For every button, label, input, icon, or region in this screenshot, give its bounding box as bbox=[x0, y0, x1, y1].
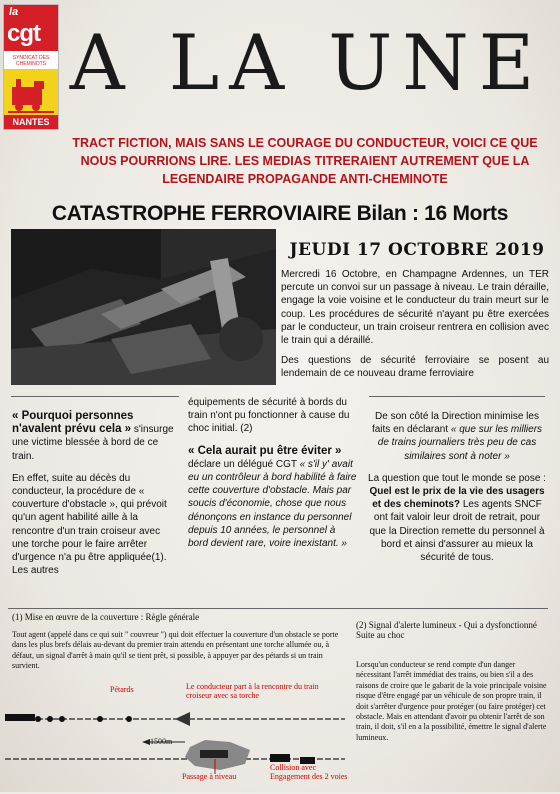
divider bbox=[11, 396, 179, 397]
crash-photo bbox=[11, 229, 276, 385]
lead-paragraph: Mercredi 16 Octobre, en Champagne Ardennes, un TER percute un convoi sur un passage à niveau. Le train déraille, engage la voie voisine et le conducteur du train meurt sur le coup. Les procédures de sécurité n'ayant pu être exercées par le conducteur, un train croiseur rentrera en collision avec le train qui a déraillé. bbox=[281, 269, 549, 347]
divider bbox=[8, 608, 548, 609]
coverage-diagram bbox=[0, 662, 350, 790]
victim-quote-tail: s'insurge une victime blessée à bord de ce train. bbox=[12, 424, 174, 462]
question-tail: Les agents SNCF ont fait valoir leur droit de retrait, pour que la Direction remette du personnel à bord et ainsi d'assurer au mieux la sécurité de tous. bbox=[369, 499, 545, 564]
key-question: Quel est le prix de la vie des usagers et des cheminots? bbox=[369, 486, 545, 511]
divider bbox=[369, 396, 545, 397]
box-signal-title: (2) Signal d'alerte lumineux - Qui a dysfonctionné Suite au choc bbox=[356, 620, 537, 640]
logo-illustration bbox=[4, 69, 58, 115]
level-crossing-label: Passage à niveau bbox=[182, 772, 237, 781]
intro-banner: TRACT FICTION, MAIS SANS LE COURAGE DU CONDUCTEUR, VOICI CE QUE NOUS POURRIONS LIRE. LES MEDIAS TITRERAIENT AUTREMENT QUE LA LEGENDAIRE PROPAGANDE ANTI-CHEMINOTE bbox=[72, 136, 538, 186]
cgt-logo bbox=[3, 4, 59, 130]
box-rule-title: (1) Mise en œuvre de la couverture : Règle générale bbox=[12, 612, 200, 622]
box-rule-text: Tout agent (appelé dans ce qui suit " couvreur ") qui doit effectuer la couverture d'un obstacle se porte dans les plus brefs délais au-devant du premier train attendu en présentant une torche allumée ou, à défaut, un signal d'arrêt à main qu'il se tient prêt, si possible, à appuyer par des pétards si un train survient. bbox=[12, 630, 339, 671]
conductor-label: Le conducteur part à la rencontre du train croiseur avec sa torche bbox=[186, 682, 319, 700]
column-right bbox=[368, 410, 546, 573]
logo-syndicat: SYNDICAT DES CHEMINOTS bbox=[12, 55, 50, 67]
masthead: A LA UNE bbox=[69, 18, 545, 107]
distance-label: 1500m bbox=[150, 737, 173, 746]
box-signal-text: Lorsqu'un conducteur se rend compte d'un danger nécessitant l'arrêt immédiat des trains, ou bien s'il a des raisons de croire que le gabarit de la voie principale voisine risque d'être engagé par un véhicule de son propre train, il doit s'arrêter d'urgence pour protéger (ou faire protéger) cet obstacle. Mais en attendant d'avoir pu obtenir l'arrêt de son train, il doit, s'il en a la possibilité, émettre le signal d'alerte lumineux. bbox=[356, 660, 547, 742]
question-intro: La question que tout le monde se pose : bbox=[368, 472, 546, 484]
logo-top: la bbox=[9, 6, 19, 18]
col-middle-text: équipements de sécurité à bords du train n'ont pu fonctionner à cause du choc initial. (2) bbox=[188, 397, 350, 435]
col-left-text: En effet, suite au décès du conducteur, la procédure de « couverture d'obstacle », qui prévoit qu'un agent habilité aille à la rencontre d'un train croiseur avec une torche pour le faire arrêter d'urgence n'a pu être appliquée(1). Les autres bbox=[12, 472, 167, 577]
issue-date: JEUDI 17 OCTOBRE 2019 bbox=[289, 240, 545, 260]
petards-label: Pétards bbox=[110, 685, 134, 694]
direction-intro: De son côté la Direction minimise les faits en déclarant bbox=[371, 411, 539, 436]
direction-quote: « que sur les milliers de trains journaliers très peu de cas similaires sont à noter » bbox=[377, 424, 543, 462]
column-middle bbox=[188, 396, 358, 559]
victim-quote: « Pourquoi personnes n'avalent prévu cela » bbox=[12, 410, 134, 436]
lead-article bbox=[281, 268, 549, 388]
cgt-quote: « Cela aurait pu être éviter » bbox=[188, 444, 342, 457]
cgt-quote-body: « s'il y' avait eu un contrôleur à bord habilité à faire cette couverture d'obstacle. Mais par soucis d'économie, chose que nous dénonçons en instance du personnel depuis 10 années, le personnel à bord devient rare, voire inexistant. » bbox=[188, 458, 357, 550]
cgt-quote-intro: déclare un délégué CGT bbox=[188, 458, 300, 470]
logo-brand: cgt bbox=[7, 20, 40, 47]
headline: CATASTROPHE FERROVIAIRE Bilan : 16 Morts bbox=[51, 202, 509, 225]
lead-paragraph: Des questions de sécurité ferroviaire se posent au lendemain de ce nouveau drame ferroviaire bbox=[281, 355, 549, 380]
collision-label: Collision avec Engagement des 2 voies bbox=[270, 763, 348, 781]
column-left bbox=[12, 410, 178, 586]
logo-city: NANTES bbox=[4, 115, 58, 129]
